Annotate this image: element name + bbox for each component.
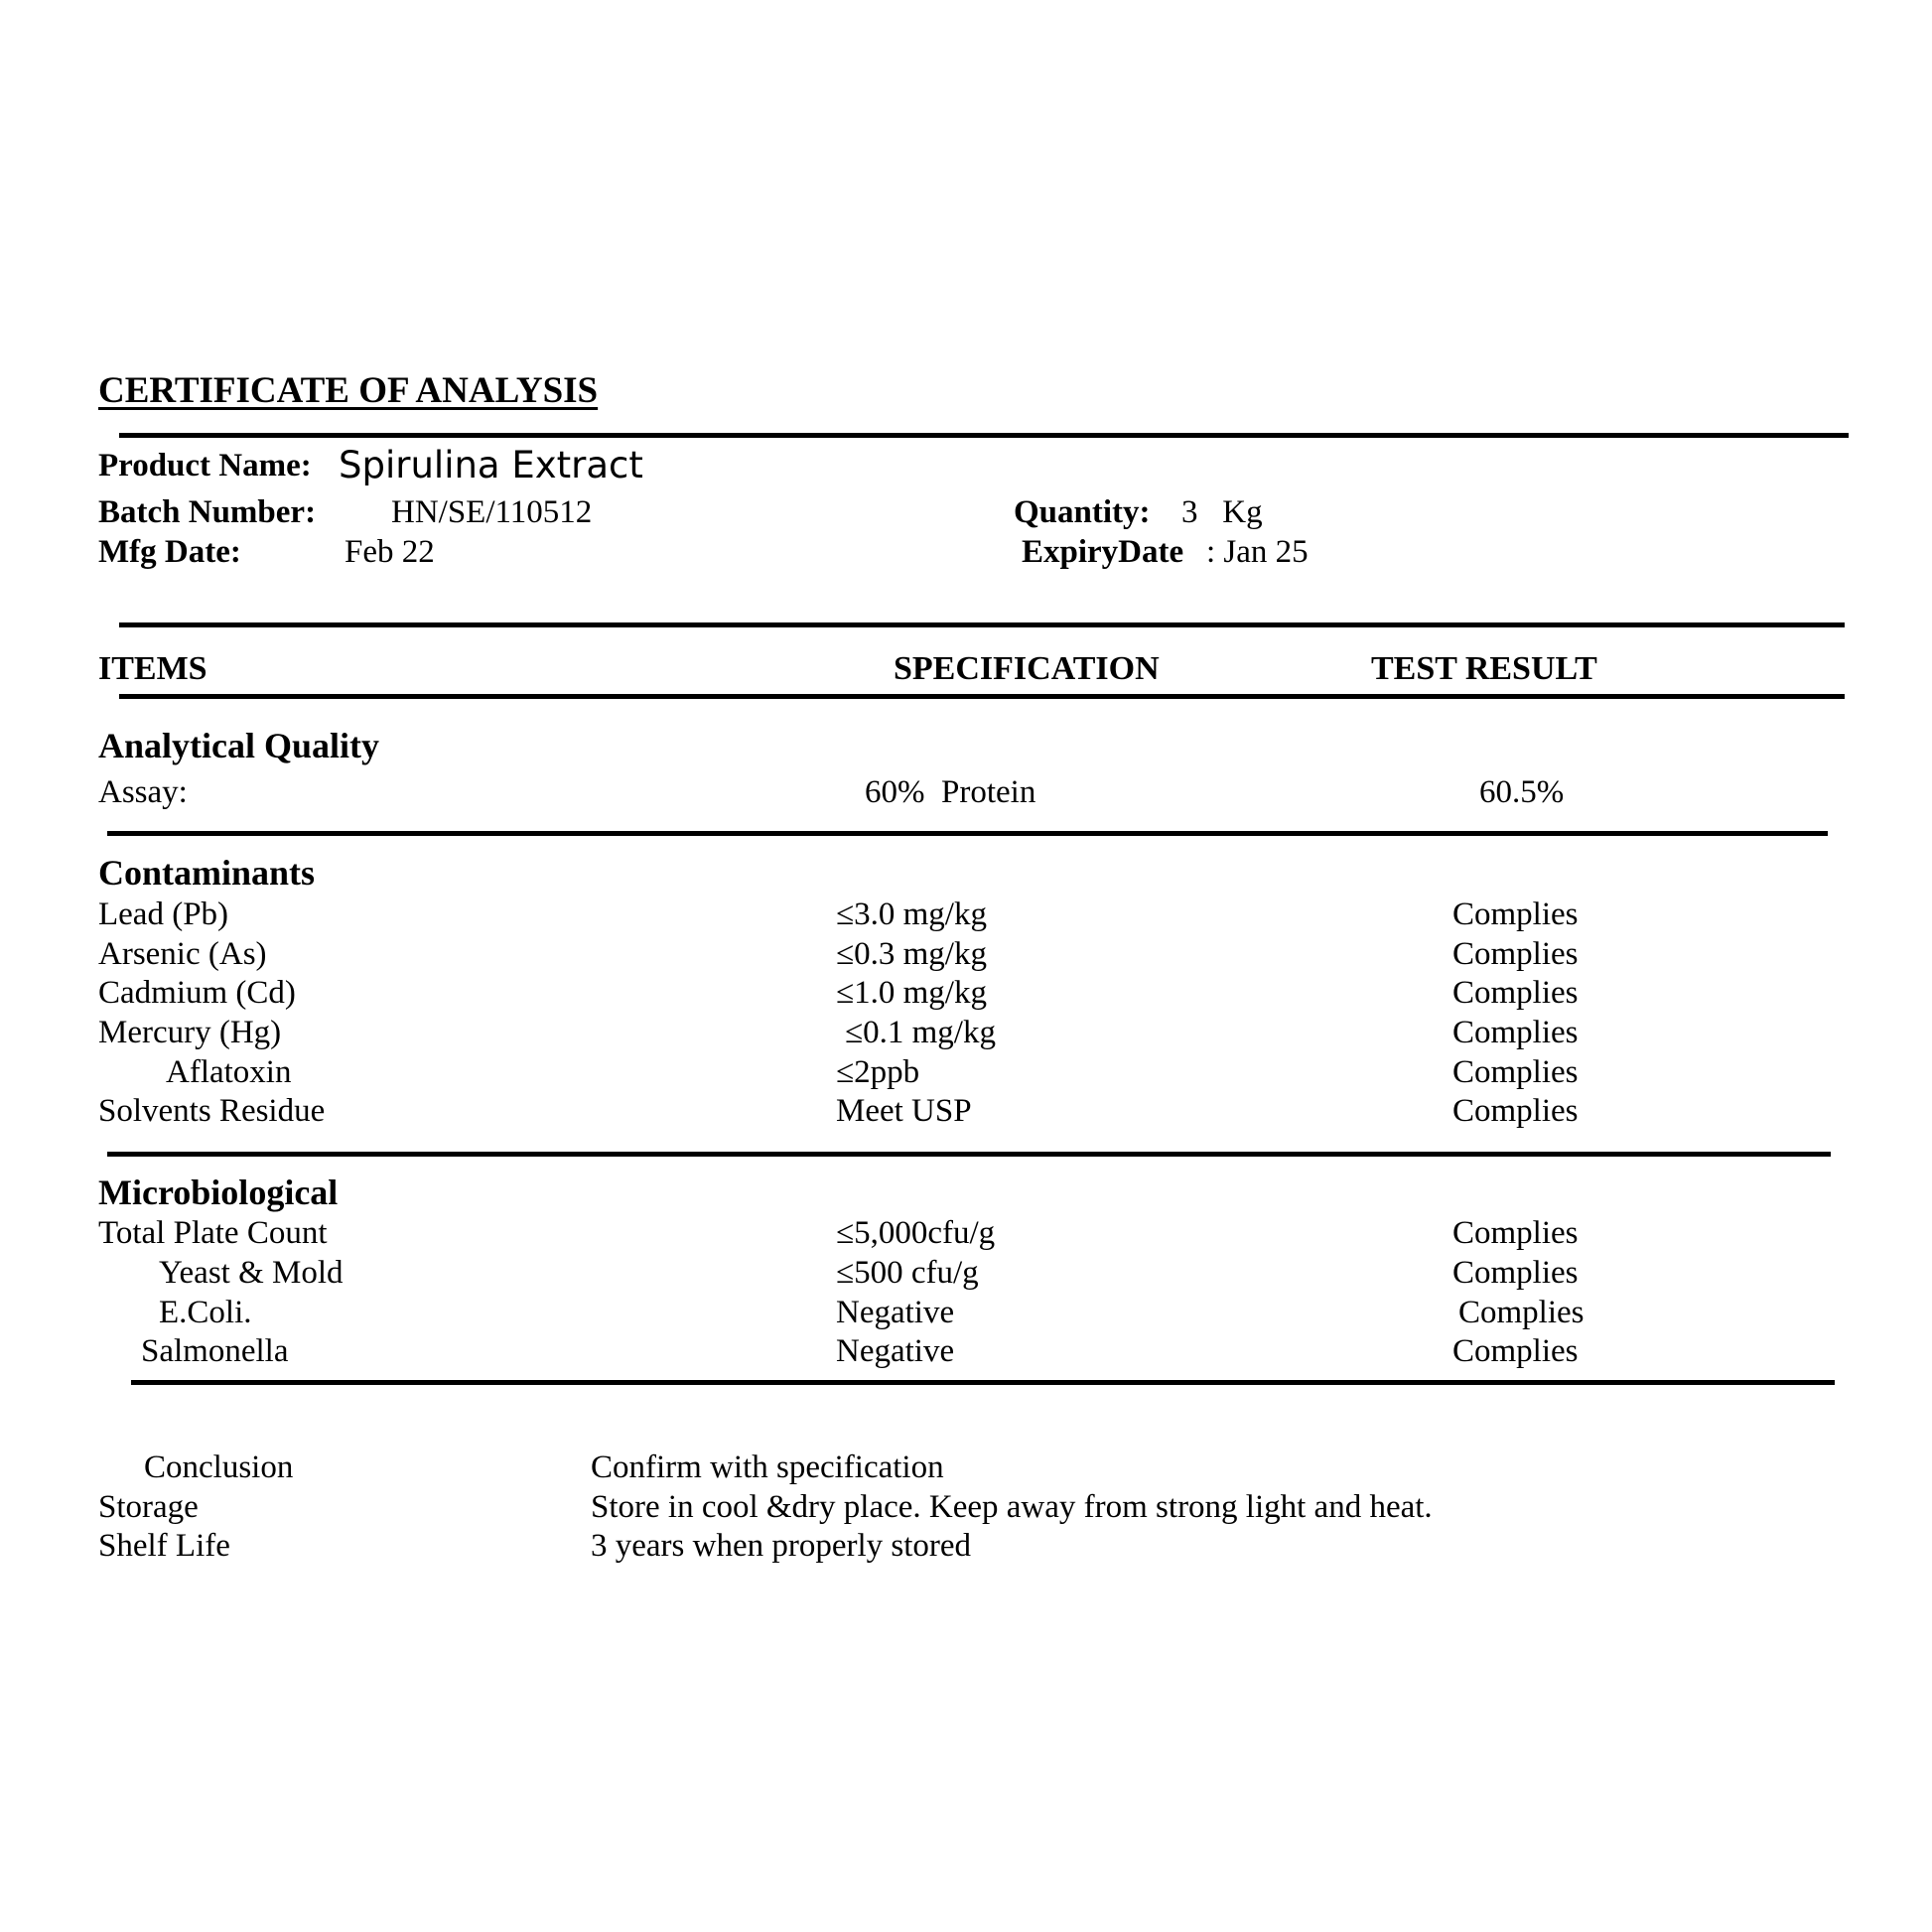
table-row-result: Complies	[1452, 936, 1579, 972]
product-name-value: Spirulina Extract	[339, 444, 643, 486]
table-row-result: Complies	[1452, 1255, 1579, 1291]
table-row-result: Complies	[1452, 1054, 1579, 1090]
divider-rule	[131, 1380, 1835, 1385]
table-row-spec: ≤5,000cfu/g	[836, 1215, 996, 1251]
table-row-item: E.Coli.	[159, 1295, 252, 1330]
table-row-spec: Meet USP	[836, 1093, 972, 1129]
table-row-item: Solvents Residue	[98, 1093, 326, 1129]
table-row-result: Complies	[1452, 1015, 1579, 1050]
table-row-item: Yeast & Mold	[159, 1255, 344, 1291]
table-row-spec: Negative	[836, 1333, 955, 1369]
page-title: CERTIFICATE OF ANALYSIS	[98, 370, 599, 411]
table-row-result: Complies	[1458, 1295, 1585, 1330]
table-row-item: Mercury (Hg)	[98, 1015, 282, 1050]
table-row-item: Salmonella	[141, 1333, 289, 1369]
table-row-spec: ≤500 cfu/g	[836, 1255, 979, 1291]
table-row-item: Lead (Pb)	[98, 897, 229, 932]
table-row-result: Complies	[1452, 1215, 1579, 1251]
batch-number-value: HN/SE/110512	[391, 494, 593, 530]
table-row-result: Complies	[1452, 1333, 1579, 1369]
product-name-label: Product Name:	[98, 448, 312, 483]
conclusion-label: Conclusion	[144, 1449, 294, 1485]
table-row-spec: 60% Protein	[865, 774, 1036, 810]
section-heading-contaminants: Contaminants	[98, 853, 316, 893]
table-row-spec: ≤0.1 mg/kg	[845, 1015, 996, 1050]
storage-label: Storage	[98, 1489, 199, 1525]
table-row-result: Complies	[1452, 897, 1579, 932]
table-row-item: Cadmium (Cd)	[98, 975, 296, 1011]
expiry-date-value: : Jan 25	[1206, 534, 1309, 570]
divider-rule	[119, 622, 1845, 627]
shelf-life-label: Shelf Life	[98, 1528, 230, 1564]
shelf-life-value: 3 years when properly stored	[591, 1528, 972, 1564]
section-heading-analytical-quality: Analytical Quality	[98, 726, 380, 765]
mfg-date-label: Mfg Date:	[98, 534, 241, 570]
table-row-item: Aflatoxin	[166, 1054, 292, 1090]
table-row-spec: ≤1.0 mg/kg	[836, 975, 987, 1011]
conclusion-value: Confirm with specification	[591, 1449, 944, 1485]
expiry-date-label: ExpiryDate	[1022, 534, 1184, 570]
column-header-test-result: TEST RESULT	[1371, 650, 1597, 687]
column-header-specification: SPECIFICATION	[894, 650, 1160, 687]
divider-rule	[119, 694, 1845, 699]
table-row-item: Assay:	[98, 774, 188, 810]
table-row-spec: ≤0.3 mg/kg	[836, 936, 987, 972]
table-row-item: Arsenic (As)	[98, 936, 267, 972]
divider-rule	[107, 1152, 1831, 1157]
table-row-item: Total Plate Count	[98, 1215, 328, 1251]
table-row-spec: Negative	[836, 1295, 955, 1330]
table-row-result: Complies	[1452, 1093, 1579, 1129]
table-row-spec: ≤3.0 mg/kg	[836, 897, 987, 932]
column-header-items: ITEMS	[98, 650, 207, 687]
divider-rule	[119, 433, 1849, 438]
table-row-result: Complies	[1452, 975, 1579, 1011]
table-row-result: 60.5%	[1479, 774, 1565, 810]
section-heading-microbiological: Microbiological	[98, 1173, 339, 1212]
mfg-date-value: Feb 22	[345, 534, 435, 570]
batch-number-label: Batch Number:	[98, 494, 317, 530]
quantity-value: 3 Kg	[1181, 494, 1263, 530]
divider-rule	[107, 831, 1828, 836]
storage-value: Store in cool &dry place. Keep away from strong light and heat.	[591, 1489, 1433, 1525]
quantity-label: Quantity:	[1014, 494, 1151, 530]
table-row-spec: ≤2ppb	[836, 1054, 920, 1090]
